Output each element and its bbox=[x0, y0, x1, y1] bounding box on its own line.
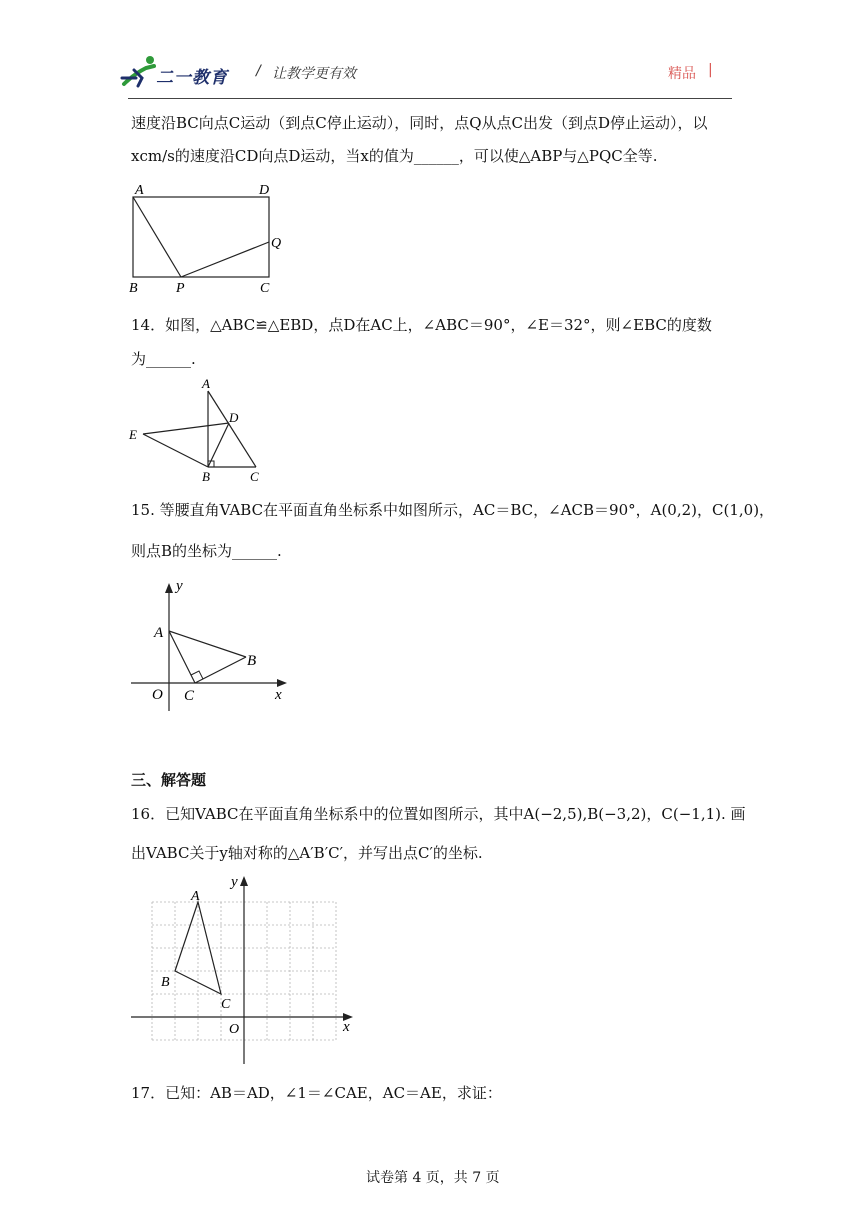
header-rule bbox=[128, 98, 732, 99]
q15-line2: 则点B的坐标为______. bbox=[131, 542, 282, 560]
q16-line2: 出VABC关于y轴对称的△A′B′C′，并写出点C′的坐标. bbox=[131, 844, 483, 862]
q16-label-B: B bbox=[161, 975, 170, 990]
q14-figure bbox=[125, 375, 270, 485]
q14-label-B: B bbox=[202, 469, 210, 484]
q16-label-y: y bbox=[231, 874, 238, 890]
q17-line1: 17．已知：AB＝AD，∠1＝∠CAE，AC＝AE，求证： bbox=[131, 1084, 502, 1102]
q15-line1: 15. 等腰直角VABC在平面直角坐标系中如图所示，AC＝BC，∠ACB＝90°，A(0,2)，C(1,0)， bbox=[131, 501, 775, 519]
q14-label-A: A bbox=[202, 376, 210, 391]
q14-line1: 14．如图，△ABC≌△EBD，点D在AC上，∠ABC＝90°，∠E＝32°，则∠EBC的度数 bbox=[131, 316, 712, 334]
q14-label-D: D bbox=[229, 410, 239, 425]
q15-label-O: O bbox=[152, 687, 163, 703]
q16-label-C: C bbox=[221, 997, 231, 1012]
q15-label-C: C bbox=[184, 688, 195, 704]
slogan: 让教学更有效 bbox=[272, 66, 356, 82]
header bbox=[0, 0, 860, 100]
q15-label-x: x bbox=[275, 687, 282, 703]
page-footer: 试卷第 4 页，共 7 页 bbox=[366, 1170, 500, 1186]
q13-figure bbox=[125, 180, 295, 296]
q13-line1: 速度沿BC向点C运动（到点C停止运动），同时，点Q从点C出发（到点D停止运动），以 bbox=[131, 114, 708, 132]
q14-label-E: E bbox=[129, 427, 137, 442]
q16-label-A: A bbox=[191, 889, 200, 904]
q13-label-D: D bbox=[259, 183, 270, 198]
badge-jingpin: 精品 bbox=[668, 66, 696, 82]
q16-label-x: x bbox=[343, 1019, 350, 1035]
section-title: 三、解答题 bbox=[131, 771, 207, 789]
q14-label-C: C bbox=[250, 469, 259, 484]
logo-runner-icon bbox=[120, 54, 160, 88]
q14-line2: 为______. bbox=[131, 350, 196, 368]
q16-label-O: O bbox=[229, 1022, 240, 1037]
q13-label-P: P bbox=[176, 281, 185, 296]
q16-grid-figure bbox=[125, 870, 365, 1070]
q15-label-y: y bbox=[176, 578, 183, 594]
q13-label-B: B bbox=[129, 281, 138, 296]
q13-line2: xcm/s的速度沿CD向点D运动，当x的值为______，可以使△ABP与△PQC全等. bbox=[131, 147, 658, 165]
slogan-slash: / bbox=[256, 63, 261, 79]
q13-label-C: C bbox=[260, 281, 270, 296]
badge-separator: | bbox=[708, 62, 713, 78]
q16-line1: 16．已知VABC在平面直角坐标系中的位置如图所示，其中A(−2,5),B(−3,2)，C(−1,1). 画 bbox=[131, 805, 746, 823]
q15-label-A: A bbox=[154, 625, 164, 641]
q15-figure bbox=[125, 575, 295, 715]
q13-label-Q: Q bbox=[271, 236, 282, 251]
logo-text: 二一教育 bbox=[156, 68, 228, 88]
q15-label-B: B bbox=[247, 653, 257, 669]
q13-label-A: A bbox=[135, 183, 144, 198]
